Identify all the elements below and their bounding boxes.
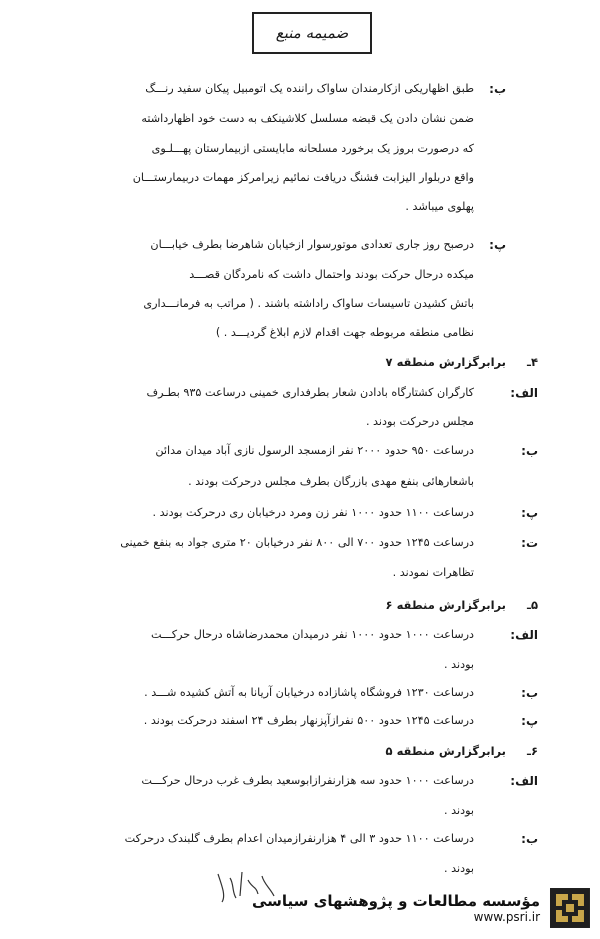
text-line: درساعت ۱۲۳۰ فروشگاه پاشازاده درخیابان آریانا به آتش کشیده شـــد . <box>144 686 474 699</box>
text-line: کارگران کشتارگاه بادادن شعار بطرفداری خمینی درساعت ۹۳۵ بطـرف <box>146 386 474 399</box>
section-title: برابرگزارش منطقه ۶ <box>385 598 506 612</box>
section-number: ۶ـ <box>527 744 538 758</box>
item-label: ت: <box>521 536 538 550</box>
text-line: بودند . <box>444 862 474 875</box>
watermark-url: www.psri.ir <box>473 910 541 924</box>
header-stamp <box>252 12 372 54</box>
text-line: باتش کشیدن تاسیسات ساواک راداشته باشند . ( مراتب به فرمانـــداری <box>143 297 474 310</box>
watermark-name: مؤسسه مطالعات و پژوهشهای سیاسی <box>252 892 541 910</box>
section-title: برابرگزارش منطقه ۵ <box>385 744 506 758</box>
text-line: واقع دربلوار الیزابت فشنگ دریافت نمائیم زیرامرکز مهمات دربیمارستـــان <box>132 171 474 184</box>
text-line: درساعت ۱۲۴۵ حدود ۵۰۰ نفرازآپزنهار بطرف ۲۴ اسفند درحرکت بودند . <box>143 714 474 727</box>
item-label: ب: <box>521 832 538 846</box>
item-label: ب: <box>521 686 538 700</box>
text-line: نظامی منطقه مربوطه جهت اقدام لازم ابلاغ گردیـــد . ) <box>215 326 474 339</box>
item-label: پ: <box>489 238 506 252</box>
text-line: درساعت ۹۵۰ حدود ۲۰۰۰ نفر ازمسجد الرسول نازی آباد میدان مدائن <box>155 444 474 457</box>
item-label: پ: <box>521 506 538 520</box>
item-label: الف: <box>510 774 538 788</box>
text-line: درساعت ۱۱۰۰ حدود ۳ الی ۴ هزارنفرازمیدان اعدام بطرف گلبندک درحرکت <box>124 832 474 845</box>
text-line: باشعارهائی بنفع مهدی بازرگان بطرف مجلس درحرکت بودند . <box>188 475 474 488</box>
text-line: درساعت ۱۱۰۰ حدود ۱۰۰۰ نفر زن ومرد درخیابان ری درحرکت بودند . <box>152 506 474 519</box>
item-label: الف: <box>510 628 538 642</box>
text-line: تظاهرات نمودند . <box>392 566 474 579</box>
item-label: پ: <box>521 714 538 728</box>
text-line: بودند . <box>444 658 474 671</box>
section-title: برابرگزارش منطقه ۷ <box>385 355 506 369</box>
text-line: درصبح روز جاری تعدادی موتورسوار ازخیابان شاهرضا بطرف خیابـــان <box>150 238 474 251</box>
item-label: ب: <box>489 82 506 96</box>
text-line: مجلس درحرکت بودند . <box>365 415 474 428</box>
section-number: ۵ـ <box>527 598 538 612</box>
section-number: ۴ـ <box>527 355 538 369</box>
text-line: پهلوی میباشد . <box>405 200 474 213</box>
text-line: طبق اظهاریکی ازکارمندان ساواک راننده یک اتومبیل پیکان سفید رنـــگ <box>145 82 474 95</box>
watermark-text <box>252 892 540 924</box>
publisher-watermark <box>252 880 592 936</box>
text-line: درساعت ۱۰۰۰ حدود سه هزارنفرازابوسعید بطرف غرب درحال حرکـــت <box>141 774 474 787</box>
text-line: میکده درحال حرکت بودند واحتمال داشت که نامردگان قصـــد <box>189 268 474 281</box>
item-label: الف: <box>510 386 538 400</box>
text-line: ضمن نشان دادن یک قبضه مسلسل کلاشینکف به دست خود اظهارداشته <box>141 112 474 125</box>
header-stamp-text: ضمیمه منبع <box>275 24 349 42</box>
text-line: درساعت ۱۲۴۵ حدود ۷۰۰ الی ۸۰۰ نفر درخیابان ۲۰ متری جواد به بنفع خمینی <box>120 536 474 549</box>
item-label: ب: <box>521 444 538 458</box>
text-line: درساعت ۱۰۰۰ حدود ۱۰۰۰ نفر درمیدان محمدرضاشاه درحال حرکـــت <box>150 628 474 641</box>
text-line: بودند . <box>444 804 474 817</box>
psri-logo-icon <box>548 886 592 930</box>
text-line: که درصورت بروز یک برخورد مسلحانه مابایستی ازبیمارستان پهـــلـوی <box>151 142 474 155</box>
